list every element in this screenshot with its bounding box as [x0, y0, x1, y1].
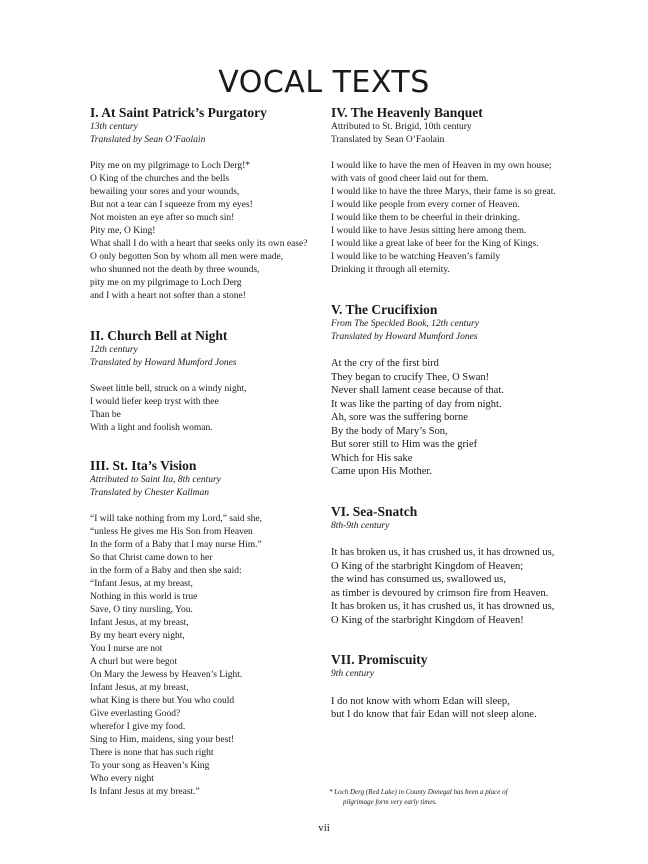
poem-line: what King is there but You who could: [90, 696, 235, 706]
poem-line: with vats of good cheer laid out for them.: [331, 174, 489, 184]
poem-text: [90, 383, 330, 435]
section-st-itas-vision: [90, 457, 330, 799]
poem-text: [331, 160, 581, 277]
page-title: VOCAL TEXTS: [218, 65, 430, 100]
poem-line: “Infant Jesus, at my breast,: [90, 579, 193, 589]
poem-line: Sweet little bell, struck on a windy night,: [90, 384, 247, 394]
section-the-heavenly-banquet: [331, 104, 581, 277]
poem-line: There is none that has such right: [90, 748, 214, 758]
poem-line: I would liefer keep tryst with thee: [90, 397, 219, 407]
poem-line: By the body of Mary’s Son,: [331, 425, 448, 437]
section-the-crucifixion: [331, 301, 581, 479]
poem-line: On Mary the Jewess by Heaven’s Light.: [90, 670, 243, 680]
poem-line: Pity me, O King!: [90, 226, 156, 236]
poem-line: But sorer still to Him was the grief: [331, 439, 478, 450]
poem-line: I would like to be watching Heaven’s family: [331, 252, 501, 262]
poem-line: the wind has consumed us, swallowed us,: [331, 574, 506, 585]
section-translator: Translated by Chester Kallman: [90, 487, 210, 498]
poem-line: With a light and foolish woman.: [90, 423, 213, 433]
page-number: vii: [318, 822, 330, 834]
poem-line: I would like to have the men of Heaven in my own house;: [331, 161, 552, 171]
poem-line: But not a tear can I squeeze from my eyes!: [90, 200, 253, 210]
poem-line: in the form of a Baby and then she said:: [90, 566, 242, 576]
poem-line: pity me on my pilgrimage to Loch Derg: [90, 278, 242, 288]
section-at-saint-patricks-purgatory: [90, 104, 330, 303]
poem-line: bewailing your sores and your wounds,: [90, 187, 240, 197]
section-promiscuity: [331, 651, 581, 722]
section-subtitle: 8th-9th century: [331, 520, 390, 531]
section-subtitle: 12th century: [90, 345, 138, 355]
poem-text: [331, 357, 581, 479]
section-title: I. At Saint Patrick’s Purgatory: [90, 105, 267, 120]
section-translator: Translated by Sean O’Faolain: [90, 134, 206, 145]
section-title: VII. Promiscuity: [331, 652, 428, 667]
poem-line: I do not know with whom Edan will sleep,: [331, 695, 510, 707]
poem-line: Than be: [90, 410, 121, 420]
section-subtitle: Attributed to St. Brigid, 10th century: [331, 122, 472, 132]
poem-line: “unless He gives me His Son from Heaven: [90, 527, 253, 537]
poem-line: Which for His sake: [331, 452, 413, 464]
footnote: [329, 788, 579, 807]
section-title: II. Church Bell at Night: [90, 328, 228, 343]
section-subtitle: 9th century: [331, 669, 375, 679]
poem-line: I would like them to be cheerful in their drinking.: [331, 213, 520, 223]
poem-line: By my heart every night,: [90, 631, 185, 641]
left-column: [90, 104, 330, 799]
section-title: IV. The Heavenly Banquet: [331, 105, 483, 120]
poem-line: I would like people from every corner of Heaven.: [331, 200, 520, 210]
poem-line: Drinking it through all eternity.: [331, 265, 450, 275]
poem-line: O only begotten Son by whom all men were made,: [90, 252, 284, 262]
poem-line: In the form of a Baby that I may nurse Him.”: [90, 540, 262, 550]
poem-line: Infant Jesus, at my breast,: [90, 683, 189, 693]
section-translator: Translated by Sean O’Faolain: [331, 134, 445, 145]
poem-line: Is Infant Jesus at my breast.”: [90, 787, 200, 797]
poem-line: Never shall lament cease because of that.: [331, 385, 504, 396]
poem-line: Nothing in this world is true: [90, 592, 198, 602]
poem-line: Sing to Him, maidens, sing your best!: [90, 735, 235, 745]
poem-text: [331, 695, 581, 722]
right-column: [331, 104, 581, 722]
poem-text: [90, 513, 330, 799]
poem-line: O King of the starbright Kingdom of Heaven!: [331, 614, 524, 626]
poem-line: wherefor I give my food.: [90, 722, 186, 732]
poem-line: as timber is devoured by crimson fire from Heaven.: [331, 587, 549, 599]
poem-line: Give everlasting Good?: [90, 709, 181, 719]
poem-line: Not moisten an eye after so much sin!: [90, 213, 235, 223]
poem-line: A churl but were begot: [90, 657, 178, 667]
poem-text: [331, 546, 581, 627]
poem-line: Ah, sore was the suffering borne: [331, 412, 468, 423]
poem-line: At the cry of the first bird: [331, 358, 439, 369]
footnote-line: pilgrimage form very early times.: [343, 797, 437, 806]
poem-line: To your song as Heaven’s King: [90, 761, 210, 771]
section-translator: Translated by Howard Mumford Jones: [90, 357, 237, 368]
poem-line: It has broken us, it has crushed us, it has drowned us,: [331, 601, 555, 612]
poem-line: They began to crucify Thee, O Swan!: [331, 371, 490, 383]
section-title: VI. Sea-Snatch: [331, 503, 418, 519]
poem-line: who shunned not the death by three wounds,: [90, 265, 260, 275]
poem-line: What shall I do with a heart that seeks only its own ease?: [90, 239, 308, 249]
poem-line: So that Christ came down to her: [90, 553, 213, 563]
section-title: V. The Crucifixion: [331, 302, 438, 317]
poem-line: “I will take nothing from my Lord,” said she,: [90, 514, 263, 524]
poem-line: Came upon His Mother.: [331, 466, 432, 477]
poem-line: It was like the parting of day from night.: [331, 398, 502, 410]
section-subtitle: Attributed to Saint Ita, 8th century: [90, 475, 221, 485]
footnote-line: * Loch Derg (Red Lake) in County Donegal has been a place of: [329, 788, 508, 796]
poem-line: I would like a great lake of beer for the King of Kings.: [331, 239, 539, 249]
poem-text: [90, 160, 330, 303]
poem-line: Pity me on my pilgrimage to Loch Derg!*: [90, 161, 250, 171]
section-sea-snatch: [331, 503, 581, 628]
poem-line: I would like to have the three Marys, their fame is so great.: [331, 187, 556, 197]
poem-line: O King of the churches and the bells: [90, 174, 230, 184]
section-subtitle: From The Speckled Book, 12th century: [331, 319, 479, 329]
poem-line: O King of the starbright Kingdom of Heaven;: [331, 560, 524, 572]
poem-line: I would like to have Jesus sitting here among them.: [331, 226, 527, 236]
section-church-bell-at-night: [90, 327, 330, 435]
poem-line: Save, O tiny nursling, You.: [90, 605, 193, 615]
poem-line: Who every night: [90, 774, 154, 784]
poem-line: but I do know that fair Edan will not sleep alone.: [331, 709, 537, 720]
section-subtitle: 13th century: [90, 122, 138, 132]
poem-line: Infant Jesus, at my breast,: [90, 618, 189, 628]
poem-line: and I with a heart not softer than a stone!: [90, 291, 246, 301]
section-translator: Translated by Howard Mumford Jones: [331, 331, 478, 342]
poem-line: It has broken us, it has crushed us, it has drowned us,: [331, 547, 555, 558]
poem-line: You I nurse are not: [90, 644, 163, 654]
section-title: III. St. Ita’s Vision: [90, 458, 197, 473]
